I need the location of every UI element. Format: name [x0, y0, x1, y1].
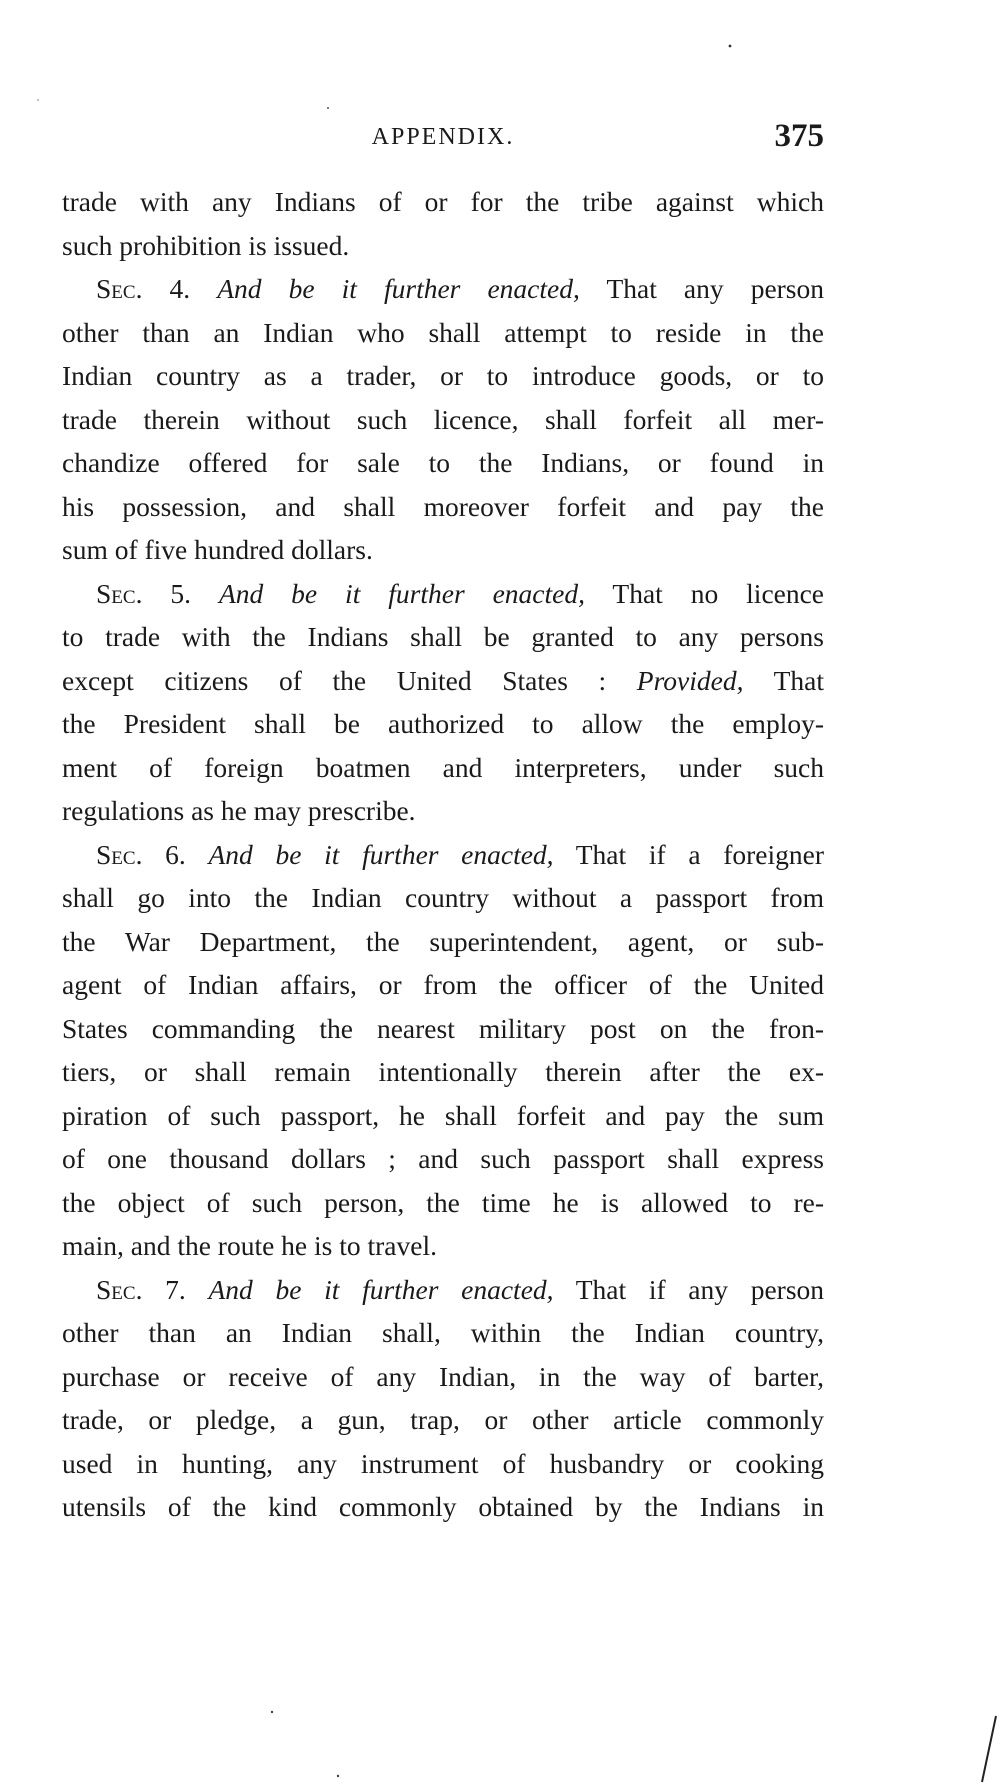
- text-line: ment of foreign boatmen and interpreters, under such: [62, 751, 824, 783]
- text-line: of one thousand dollars ; and such passport shall express: [62, 1143, 824, 1174]
- text-fragment: That if a foreigner: [553, 838, 824, 870]
- enacting-clause: And be it further enacted,: [217, 273, 580, 304]
- text-line: trade therein without such licence, shall forfeit all mer-: [62, 403, 824, 435]
- dust-speck: [729, 45, 732, 48]
- text-line: regulations as he may prescribe.: [62, 795, 416, 826]
- dust-speck: [327, 107, 329, 109]
- dust-speck: [37, 99, 39, 101]
- proviso-word: Provided,: [636, 664, 744, 696]
- text-fragment: That: [743, 664, 824, 696]
- text-line: such prohibition is issued.: [62, 229, 350, 261]
- text-line: tiers, or shall remain intentionally therein after the ex-: [62, 1056, 824, 1087]
- text-line: [62, 659, 824, 703]
- text-line: agent of Indian affairs, or from the officer of the United: [62, 969, 824, 1000]
- text-line: [62, 267, 824, 311]
- section-number: Sec. 7.: [96, 1273, 186, 1305]
- section-number: Sec. 6.: [96, 838, 186, 870]
- text-line: purchase or receive of any Indian, in the way of barter,: [62, 1360, 824, 1392]
- text-line: trade, or pledge, a gun, trap, or other article commonly: [62, 1404, 824, 1435]
- text-line: shall go into the Indian country without a passport from: [62, 882, 824, 913]
- running-title: APPENDIX.: [371, 124, 515, 150]
- text-line: chandize offered for sale to the Indians, or found in: [62, 447, 824, 478]
- running-head: [62, 118, 824, 158]
- text-line: the President shall be authorized to allow the employ-: [62, 708, 824, 739]
- edge-stroke: [982, 1716, 996, 1782]
- enacting-clause: And be it further enacted,: [218, 577, 585, 609]
- section-number: Sec. 5.: [96, 577, 192, 609]
- enacting-clause: And be it further enacted,: [208, 838, 554, 870]
- enacting-clause: And be it further enacted,: [208, 1273, 554, 1305]
- text-line: Indian country as a trader, or to introduce goods, or to: [62, 360, 824, 391]
- text-line: other than an Indian shall, within the Indian country,: [62, 1317, 824, 1348]
- text-line: to trade with the Indians shall be granted to any persons: [62, 621, 824, 652]
- section-5-paragraph: [62, 572, 824, 833]
- text-line: [62, 572, 824, 616]
- text-line: piration of such passport, he shall forfeit and pay the sum: [62, 1099, 824, 1131]
- text-fragment: That if any person: [553, 1273, 825, 1305]
- text-line: other than an Indian who shall attempt to reside in the: [62, 316, 824, 348]
- section-7-paragraph: [62, 1268, 824, 1529]
- text-line: utensils of the kind commonly obtained by the Indians in: [62, 1491, 824, 1522]
- text-line: [62, 833, 824, 877]
- section-6-paragraph: [62, 833, 824, 1268]
- text-fragment: That no licence: [584, 577, 825, 609]
- text-line: trade with any Indians of or for the tribe against which: [62, 186, 824, 217]
- dust-speck: [271, 1711, 273, 1713]
- page-number: 375: [774, 118, 824, 154]
- text-line: main, and the route he is to travel.: [62, 1230, 437, 1261]
- paragraph-continuation: [62, 180, 824, 267]
- text-fragment: That any person: [579, 273, 825, 304]
- text-line: sum of five hundred dollars.: [62, 534, 373, 565]
- body-text: [62, 180, 824, 1529]
- section-4-paragraph: [62, 267, 824, 572]
- text-line: his possession, and shall moreover forfeit and pay the: [62, 490, 824, 522]
- text-line: the War Department, the superintendent, agent, or sub-: [62, 925, 824, 957]
- text-fragment: except citizens of the United States :: [62, 664, 607, 696]
- text-line: States commanding the nearest military post on the fron-: [62, 1012, 824, 1044]
- text-line: [62, 1268, 824, 1312]
- text-line: used in hunting, any instrument of husbandry or cooking: [62, 1447, 824, 1479]
- text-line: the object of such person, the time he is allowed to re-: [62, 1186, 824, 1218]
- section-number: Sec. 4.: [96, 273, 191, 304]
- dust-speck: [337, 1775, 339, 1777]
